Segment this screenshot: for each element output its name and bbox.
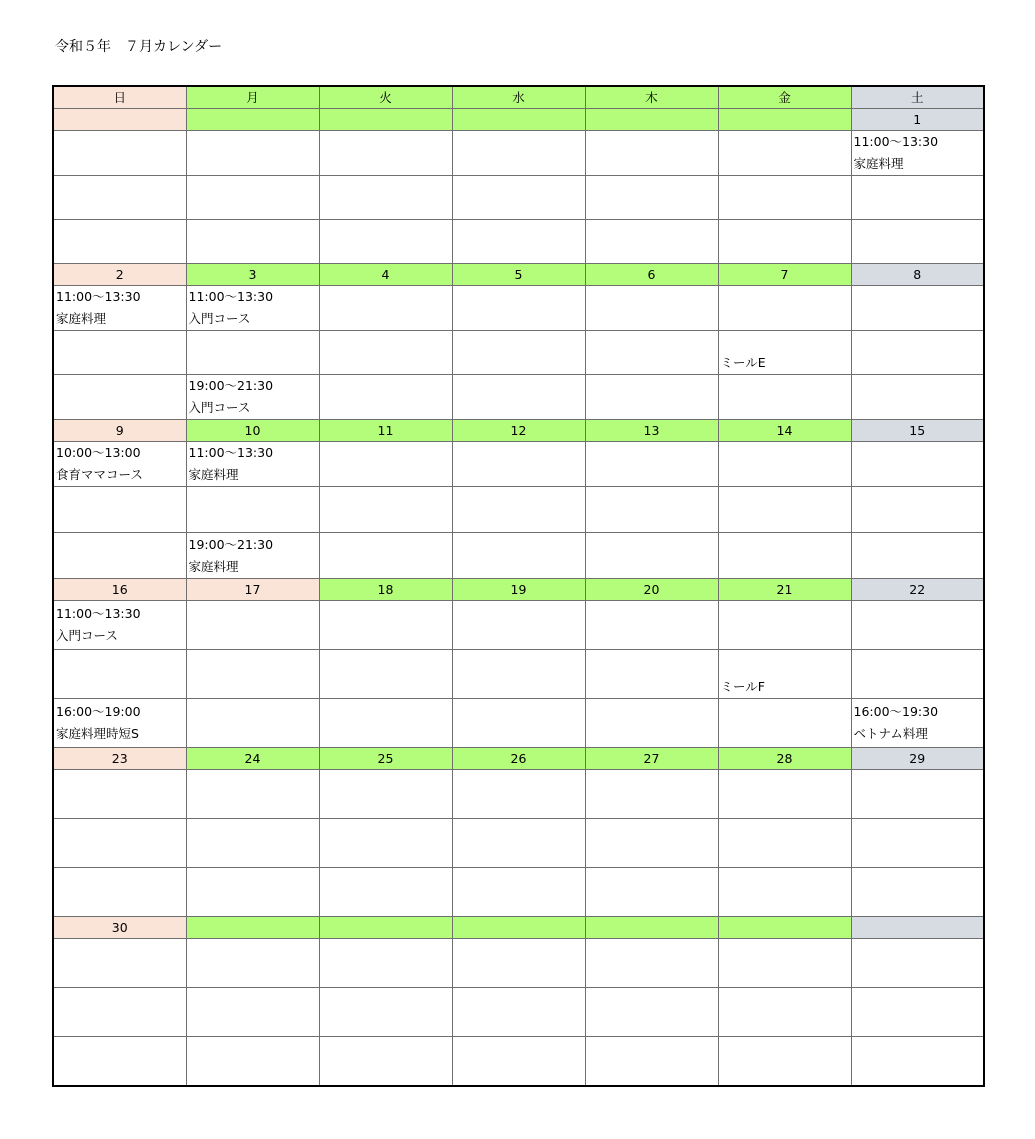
schedule-cell	[585, 868, 718, 917]
date-cell	[452, 109, 585, 131]
schedule-cell	[718, 220, 851, 264]
class-time: 11:00〜13:30	[853, 134, 939, 149]
schedule-cell	[585, 442, 718, 487]
schedule-cell	[585, 131, 718, 176]
schedule-cell	[319, 331, 452, 375]
schedule-cell	[53, 868, 186, 917]
date-cell	[319, 917, 452, 939]
schedule-cell	[585, 533, 718, 579]
schedule-row	[53, 331, 984, 375]
schedule-cell	[851, 939, 984, 988]
schedule-cell	[186, 988, 319, 1037]
schedule-cell	[585, 939, 718, 988]
schedule-cell	[319, 442, 452, 487]
schedule-cell	[718, 868, 851, 917]
weekday-header-mon: 月	[186, 86, 319, 109]
schedule-cell	[718, 699, 851, 748]
date-cell: 24	[186, 748, 319, 770]
date-cell	[718, 917, 851, 939]
class-name: 家庭料理	[853, 156, 904, 171]
schedule-cell	[452, 331, 585, 375]
schedule-cell	[718, 176, 851, 220]
schedule-cell	[585, 375, 718, 420]
schedule-row	[53, 819, 984, 868]
schedule-cell	[319, 487, 452, 533]
date-cell	[851, 917, 984, 939]
schedule-cell	[186, 770, 319, 819]
schedule-cell	[319, 868, 452, 917]
schedule-cell	[585, 988, 718, 1037]
schedule-cell	[452, 286, 585, 331]
class-name: 家庭料理時短S	[56, 726, 139, 741]
schedule-cell	[53, 939, 186, 988]
schedule-cell	[186, 533, 319, 579]
schedule-cell	[851, 868, 984, 917]
class-time: 11:00〜13:30	[188, 445, 274, 460]
schedule-cell	[319, 988, 452, 1037]
class-time: 16:00〜19:30	[853, 704, 939, 719]
date-cell	[53, 109, 186, 131]
schedule-cell	[186, 487, 319, 533]
schedule-cell	[319, 375, 452, 420]
date-cell: 5	[452, 264, 585, 286]
schedule-cell	[53, 220, 186, 264]
schedule-cell	[53, 601, 186, 650]
schedule-cell	[319, 939, 452, 988]
schedule-row	[53, 699, 984, 748]
schedule-cell	[53, 442, 186, 487]
date-cell: 16	[53, 579, 186, 601]
weekday-header-row	[53, 86, 984, 109]
weekday-header-thu: 木	[585, 86, 718, 109]
schedule-cell	[851, 331, 984, 375]
schedule-cell	[851, 819, 984, 868]
schedule-cell	[452, 220, 585, 264]
schedule-cell	[718, 331, 851, 375]
schedule-cell	[851, 988, 984, 1037]
schedule-cell	[851, 286, 984, 331]
schedule-cell	[851, 131, 984, 176]
class-name: 入門コース	[56, 628, 118, 643]
schedule-cell	[718, 131, 851, 176]
schedule-cell	[186, 176, 319, 220]
schedule-cell	[53, 988, 186, 1037]
schedule-row	[53, 487, 984, 533]
schedule-cell	[319, 650, 452, 699]
schedule-cell	[452, 988, 585, 1037]
schedule-cell	[53, 176, 186, 220]
schedule-cell	[186, 699, 319, 748]
date-cell: 15	[851, 420, 984, 442]
schedule-cell	[851, 533, 984, 579]
date-cell: 22	[851, 579, 984, 601]
weekday-header-tue: 火	[319, 86, 452, 109]
date-row	[53, 109, 984, 131]
schedule-cell	[718, 650, 851, 699]
date-cell: 25	[319, 748, 452, 770]
date-cell	[718, 109, 851, 131]
schedule-cell	[186, 442, 319, 487]
date-cell	[186, 109, 319, 131]
date-row	[53, 420, 984, 442]
class-name: 食育ママコース	[56, 467, 143, 482]
schedule-cell	[186, 220, 319, 264]
schedule-cell	[186, 375, 319, 420]
schedule-cell	[851, 699, 984, 748]
schedule-cell	[186, 601, 319, 650]
schedule-cell	[452, 487, 585, 533]
schedule-cell	[851, 442, 984, 487]
date-cell	[319, 109, 452, 131]
schedule-cell	[585, 176, 718, 220]
schedule-cell	[53, 331, 186, 375]
schedule-row	[53, 220, 984, 264]
schedule-cell	[585, 1037, 718, 1086]
schedule-cell	[53, 1037, 186, 1086]
schedule-row	[53, 770, 984, 819]
date-row	[53, 748, 984, 770]
date-cell: 21	[718, 579, 851, 601]
class-name: 入門コース	[188, 311, 251, 326]
date-cell	[186, 917, 319, 939]
date-cell: 1	[851, 109, 984, 131]
schedule-cell	[53, 131, 186, 176]
schedule-cell	[718, 286, 851, 331]
schedule-row	[53, 533, 984, 579]
schedule-cell	[718, 988, 851, 1037]
date-row	[53, 579, 984, 601]
schedule-cell	[319, 176, 452, 220]
schedule-row	[53, 601, 984, 650]
date-cell	[452, 917, 585, 939]
schedule-cell	[851, 601, 984, 650]
schedule-row	[53, 442, 984, 487]
weekday-header-sun: 日	[53, 86, 186, 109]
schedule-cell	[452, 819, 585, 868]
schedule-cell	[53, 819, 186, 868]
schedule-cell	[718, 939, 851, 988]
class-time: 19:00〜21:30	[188, 536, 274, 552]
schedule-cell	[452, 131, 585, 176]
schedule-cell	[186, 1037, 319, 1086]
schedule-cell	[718, 487, 851, 533]
date-cell: 20	[585, 579, 718, 601]
date-cell: 13	[585, 420, 718, 442]
schedule-cell	[53, 533, 186, 579]
class-time: 11:00〜13:30	[56, 289, 141, 304]
schedule-cell	[718, 770, 851, 819]
schedule-cell	[585, 699, 718, 748]
schedule-cell	[186, 868, 319, 917]
date-cell: 18	[319, 579, 452, 601]
class-time: 16:00〜19:00	[56, 704, 141, 719]
schedule-cell	[851, 650, 984, 699]
class-name: 家庭料理	[188, 467, 239, 482]
schedule-cell	[585, 487, 718, 533]
schedule-cell	[718, 1037, 851, 1086]
date-cell: 9	[53, 420, 186, 442]
date-cell: 12	[452, 420, 585, 442]
schedule-cell	[452, 1037, 585, 1086]
schedule-cell	[452, 699, 585, 748]
schedule-cell	[53, 487, 186, 533]
schedule-cell	[585, 220, 718, 264]
schedule-cell	[585, 601, 718, 650]
schedule-row	[53, 1037, 984, 1086]
schedule-cell	[585, 819, 718, 868]
schedule-cell	[452, 442, 585, 487]
schedule-cell	[585, 650, 718, 699]
class-time: 19:00〜21:30	[188, 378, 274, 393]
schedule-cell	[851, 1037, 984, 1086]
schedule-cell	[53, 375, 186, 420]
schedule-cell	[452, 533, 585, 579]
class-name: ベトナム料理	[853, 726, 928, 741]
schedule-cell	[452, 176, 585, 220]
schedule-cell	[319, 286, 452, 331]
schedule-cell	[186, 286, 319, 331]
schedule-row	[53, 131, 984, 176]
schedule-cell	[186, 650, 319, 699]
class-name: 家庭料理	[56, 311, 107, 326]
schedule-cell	[53, 286, 186, 331]
schedule-cell	[452, 601, 585, 650]
schedule-cell	[319, 819, 452, 868]
class-name: 家庭料理	[188, 558, 239, 574]
date-cell: 10	[186, 420, 319, 442]
class-time: 11:00〜13:30	[56, 606, 141, 621]
date-cell: 3	[186, 264, 319, 286]
schedule-row	[53, 176, 984, 220]
weekday-header-fri: 金	[718, 86, 851, 109]
schedule-cell	[585, 770, 718, 819]
calendar-grid	[52, 85, 985, 1087]
date-cell: 30	[53, 917, 186, 939]
date-row	[53, 264, 984, 286]
weekday-header-wed: 水	[452, 86, 585, 109]
schedule-cell	[718, 442, 851, 487]
date-cell: 2	[53, 264, 186, 286]
date-cell: 23	[53, 748, 186, 770]
schedule-cell	[186, 939, 319, 988]
date-cell	[585, 109, 718, 131]
schedule-cell	[319, 770, 452, 819]
schedule-cell	[718, 375, 851, 420]
schedule-cell	[585, 286, 718, 331]
schedule-cell	[186, 819, 319, 868]
date-cell: 11	[319, 420, 452, 442]
schedule-row	[53, 375, 984, 420]
date-cell: 17	[186, 579, 319, 601]
schedule-row	[53, 868, 984, 917]
schedule-cell	[53, 650, 186, 699]
schedule-cell	[53, 699, 186, 748]
date-cell: 7	[718, 264, 851, 286]
schedule-cell	[452, 939, 585, 988]
schedule-cell	[718, 601, 851, 650]
schedule-cell	[319, 699, 452, 748]
date-cell: 28	[718, 748, 851, 770]
schedule-row	[53, 988, 984, 1037]
date-cell: 8	[851, 264, 984, 286]
schedule-cell	[319, 601, 452, 650]
schedule-cell	[452, 650, 585, 699]
class-time: 10:00〜13:00	[56, 445, 141, 460]
date-cell: 14	[718, 420, 851, 442]
schedule-cell	[718, 533, 851, 579]
date-cell: 19	[452, 579, 585, 601]
date-cell: 29	[851, 748, 984, 770]
class-name: 入門コース	[188, 400, 251, 415]
date-cell: 27	[585, 748, 718, 770]
schedule-cell	[585, 331, 718, 375]
schedule-cell	[319, 131, 452, 176]
class-name: ミールF	[720, 679, 765, 694]
schedule-cell	[452, 868, 585, 917]
schedule-cell	[452, 770, 585, 819]
page-title: 令和５年 ７月カレンダー	[55, 39, 223, 55]
weekday-header-sat: 土	[851, 86, 984, 109]
schedule-cell	[319, 1037, 452, 1086]
schedule-cell	[186, 131, 319, 176]
date-cell: 6	[585, 264, 718, 286]
schedule-cell	[319, 220, 452, 264]
date-cell: 26	[452, 748, 585, 770]
schedule-cell	[851, 176, 984, 220]
date-cell: 4	[319, 264, 452, 286]
date-cell	[585, 917, 718, 939]
date-row	[53, 917, 984, 939]
schedule-cell	[452, 375, 585, 420]
schedule-cell	[851, 770, 984, 819]
schedule-row	[53, 286, 984, 331]
schedule-row	[53, 939, 984, 988]
schedule-cell	[53, 770, 186, 819]
schedule-cell	[851, 375, 984, 420]
class-name: ミールE	[720, 355, 766, 370]
class-time: 11:00〜13:30	[188, 289, 274, 304]
schedule-cell	[718, 819, 851, 868]
schedule-cell	[319, 533, 452, 579]
schedule-cell	[851, 220, 984, 264]
schedule-row	[53, 650, 984, 699]
schedule-cell	[186, 331, 319, 375]
schedule-cell	[851, 487, 984, 533]
